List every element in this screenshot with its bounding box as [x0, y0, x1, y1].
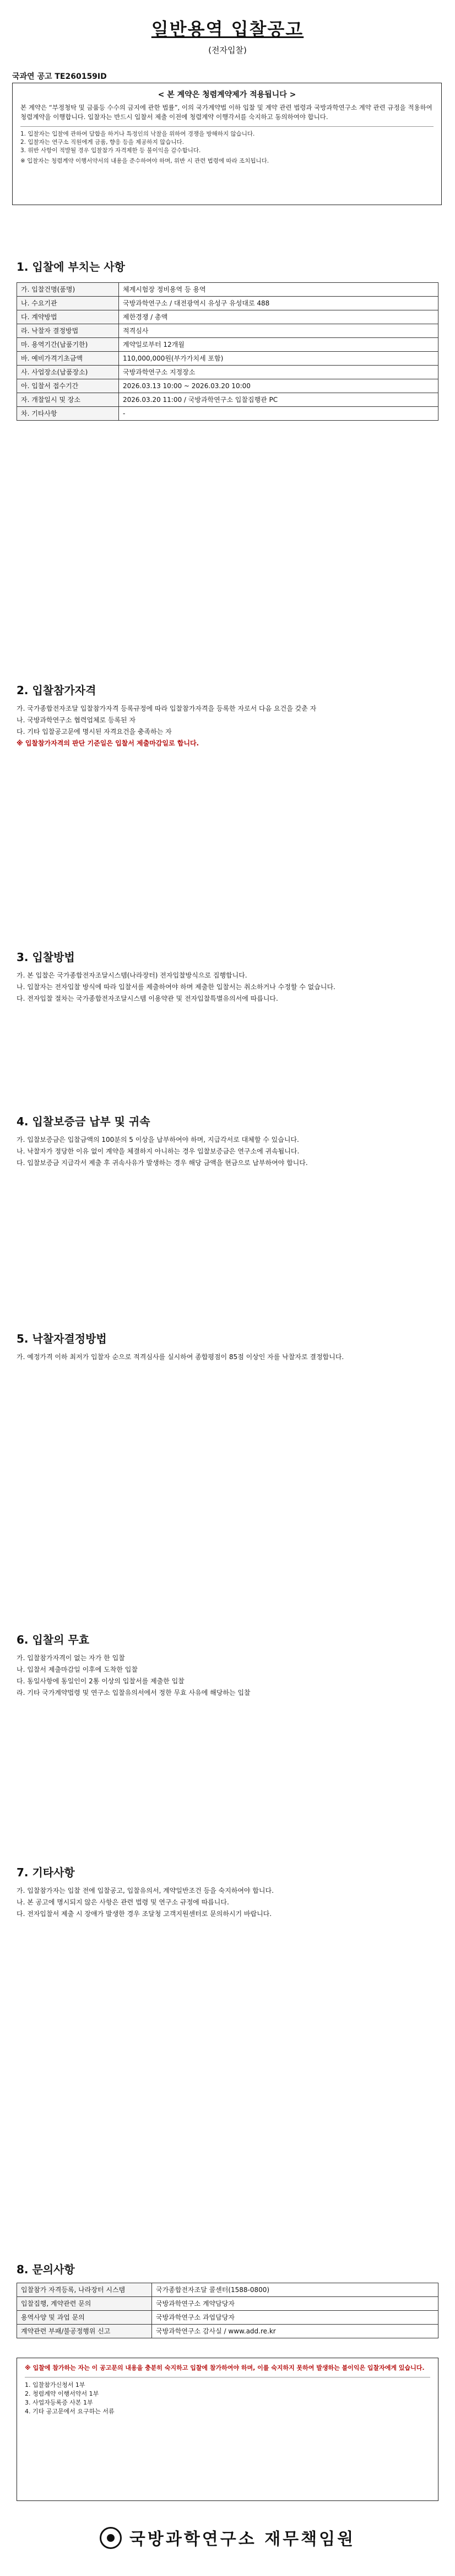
- row-value: 국방과학연구소 계약담당자: [152, 2297, 438, 2311]
- notice-list-item: 1. 입찰자는 입찰에 관하여 담합을 하거나 특정인의 낙찰을 위하여 경쟁을 방해하지 않습니다.: [20, 131, 255, 137]
- paragraph: 다. 입찰보증금 지급각서 제출 후 귀속사유가 발생하는 경우 해당 금액을 현금으로 납부하여야 합니다.: [17, 1159, 308, 1167]
- table-row: [17, 379, 438, 393]
- note-item: 4. 기타 공고문에서 요구하는 서류: [25, 2408, 115, 2415]
- section-3-body: [17, 970, 438, 1005]
- table-row: [17, 2283, 438, 2297]
- section-7-heading: 7. 기타사항: [17, 1866, 75, 1879]
- row-value: 계약일로부터 12개월: [119, 338, 438, 352]
- row-label: 다. 계약방법: [17, 310, 119, 324]
- table-row: [17, 297, 438, 310]
- section-4-heading: 4. 입찰보증금 납부 및 귀속: [17, 1115, 150, 1128]
- row-value: 국방과학연구소 / 대전광역시 유성구 유성대로 488: [119, 297, 438, 310]
- section-5-body: [17, 1352, 438, 1364]
- table-row: [17, 407, 438, 421]
- row-value: 적격심사: [119, 324, 438, 338]
- table-row: [17, 2325, 438, 2338]
- row-label: 라. 낙찰자 결정방법: [17, 324, 119, 338]
- bid-info-table: [17, 282, 438, 421]
- row-value: 국방과학연구소 지정장소: [119, 366, 438, 379]
- note-divider: [25, 2377, 430, 2378]
- note-item: 1. 입찰참가신청서 1부: [25, 2381, 85, 2389]
- section-2-heading: 2. 입찰참가자격: [17, 684, 96, 697]
- row-value: 2026.03.20 11:00 / 국방과학연구소 입찰집행관 PC: [119, 393, 438, 407]
- integrity-notice-box: [12, 83, 442, 205]
- table-row: [17, 393, 438, 407]
- paragraph: 다. 전자입찰 절차는 국가종합전자조달시스템 이용약관 및 전자입찰특별유의서에 따릅니다.: [17, 995, 278, 1002]
- page-title: 일반용역 입찰공고: [151, 19, 304, 40]
- paragraph: 가. 본 입찰은 국가종합전자조달시스템(나라장터) 전자입찰방식으로 집행합니다.: [17, 972, 247, 979]
- row-label: 입찰참가 자격등록, 나라장터 시스템: [17, 2283, 152, 2297]
- paragraph: ※ 입찰참가자격의 판단 기준일은 입찰서 제출마감일로 합니다.: [17, 739, 199, 747]
- paragraph: 나. 입찰서 제출마감일 이후에 도착한 입찰: [17, 1666, 138, 1673]
- paragraph: 나. 입찰자는 전자입찰 방식에 따라 입찰서를 제출하여야 하며 제출한 입찰서는 취소하거나 수정할 수 없습니다.: [17, 983, 335, 991]
- row-value: 110,000,000원(부가가치세 포함): [119, 352, 438, 366]
- row-label: 자. 개찰일시 및 장소: [17, 393, 119, 407]
- row-label: 입찰집행, 계약관련 문의: [17, 2297, 152, 2311]
- page-subtitle: (전자입찰): [208, 45, 247, 55]
- issuer-name: 국방과학연구소 재무책임원: [129, 2530, 356, 2549]
- row-value: 제한경쟁 / 총액: [119, 310, 438, 324]
- paragraph: 나. 낙찰자가 정당한 이유 없이 계약을 체결하지 아니하는 경우 입찰보증금은 연구소에 귀속됩니다.: [17, 1147, 300, 1155]
- section-5-heading: 5. 낙찰자결정방법: [17, 1332, 107, 1345]
- row-value: 국방과학연구소 감사실 / www.add.re.kr: [152, 2325, 438, 2338]
- table-row: [17, 283, 438, 297]
- row-value: 2026.03.13 10:00 ~ 2026.03.20 10:00: [119, 379, 438, 393]
- paragraph: 가. 입찰참가자는 입찰 전에 입찰공고, 입찰유의서, 계약일반조건 등을 숙지하여야 합니다.: [17, 1887, 274, 1895]
- row-value: 국가종합전자조달 콜센터(1588-0800): [152, 2283, 438, 2297]
- note-item: 2. 청렴계약 이행서약서 1부: [25, 2390, 99, 2397]
- row-label: 나. 수요기관: [17, 297, 119, 310]
- section-8-heading: 8. 문의사항: [17, 2263, 75, 2276]
- table-row: [17, 324, 438, 338]
- table-row: [17, 2311, 438, 2325]
- emblem-icon: [100, 2527, 122, 2549]
- notice-caption: < 본 계약은 청렴계약제가 적용됩니다 >: [158, 90, 296, 99]
- row-value: 국방과학연구소 과업담당자: [152, 2311, 438, 2325]
- notice-number: 국과연 공고 TE260159ID: [12, 72, 107, 81]
- paragraph: 가. 입찰보증금은 입찰금액의 100분의 5 이상을 납부하여야 하며, 지급각서로 대체할 수 있습니다.: [17, 1136, 299, 1144]
- contact-table: [17, 2283, 438, 2338]
- table-row: [17, 338, 438, 352]
- paragraph: 라. 기타 국가계약법령 및 연구소 입찰유의서에서 정한 무효 사유에 해당하는 입찰: [17, 1689, 251, 1697]
- notice-footnote: ※ 입찰자는 청렴계약 이행서약서의 내용을 준수하여야 하며, 위반 시 관련 법령에 따라 조치됩니다.: [20, 158, 269, 164]
- notice-list-item: 3. 위반 사항이 적발될 경우 입찰참가 자격제한 등 불이익을 감수합니다.: [20, 147, 201, 154]
- note-item: 3. 사업자등록증 사본 1부: [25, 2399, 93, 2406]
- paragraph: 가. 입찰참가자격이 없는 자가 한 입찰: [17, 1654, 125, 1662]
- row-label: 계약관련 부패/불공정행위 신고: [17, 2325, 152, 2338]
- paragraph: 가. 예정가격 이하 최저가 입찰자 순으로 적격심사를 실시하여 종합평점이 85점 이상인 자를 낙찰자로 결정합니다.: [17, 1353, 344, 1361]
- attachments-note-box: [17, 2358, 438, 2501]
- paragraph: 다. 기타 입찰공고문에 명시된 자격요건을 충족하는 자: [17, 728, 172, 736]
- paragraph: 다. 전자입찰서 제출 시 장애가 발생한 경우 조달청 고객지원센터로 문의하시기 바랍니다.: [17, 1910, 272, 1918]
- paragraph: 다. 동일사항에 동일인이 2통 이상의 입찰서를 제출한 입찰: [17, 1677, 185, 1685]
- row-label: 차. 기타사항: [17, 407, 119, 421]
- row-label: 가. 입찰건명(품명): [17, 283, 119, 297]
- notice-list-item: 2. 입찰자는 연구소 직원에게 금품, 향응 등을 제공하지 않습니다.: [20, 139, 184, 146]
- section-6-heading: 6. 입찰의 무효: [17, 1633, 90, 1646]
- notice-body: 본 계약은 “부정청탁 및 금품등 수수의 금지에 관한 법률”, 이의 국가계약법 이하 입찰 및 계약 관련 법령과 국방과학연구소 계약 관련 규정을 적용하여 청렴계약을 이행합니다. 입찰자는 반드시 입찰서 제출 이전에 청렴계약 이행각서를 숙지하고 동의하여야 합니다.: [20, 104, 432, 121]
- paragraph: 나. 국방과학연구소 협력업체로 등록된 자: [17, 716, 136, 724]
- section-2-body: [17, 704, 438, 750]
- section-7-body: [17, 1886, 438, 1920]
- notice-divider: [20, 126, 434, 127]
- table-row: [17, 2297, 438, 2311]
- section-1-heading: 1. 입찰에 부치는 사항: [17, 260, 125, 273]
- table-row: [17, 310, 438, 324]
- row-label: 용역사양 및 과업 문의: [17, 2311, 152, 2325]
- section-6-body: [17, 1653, 438, 1699]
- row-label: 마. 용역기간(납품기한): [17, 338, 119, 352]
- paragraph: 가. 국가종합전자조달 입찰참가자격 등록규정에 따라 입찰참가자격을 등록한 자로서 다음 요건을 갖춘 자: [17, 705, 317, 712]
- row-value: -: [119, 407, 438, 421]
- section-3-heading: 3. 입찰방법: [17, 951, 75, 964]
- note-body: ※ 입찰에 참가하는 자는 이 공고문의 내용을 충분히 숙지하고 입찰에 참가하여야 하며, 이를 숙지하지 못하여 발생하는 불이익은 입찰자에게 있습니다.: [25, 2364, 425, 2371]
- table-row: [17, 366, 438, 379]
- section-4-body: [17, 1135, 438, 1169]
- table-row: [17, 352, 438, 366]
- row-label: 바. 예비가격기초금액: [17, 352, 119, 366]
- row-value: 체계시험장 정비용역 등 용역: [119, 283, 438, 297]
- issuer-footer: [0, 2525, 455, 2551]
- paragraph: 나. 본 공고에 명시되지 않은 사항은 관련 법령 및 연구소 규정에 따릅니다.: [17, 1898, 229, 1906]
- row-label: 아. 입찰서 접수기간: [17, 379, 119, 393]
- row-label: 사. 사업장소(납품장소): [17, 366, 119, 379]
